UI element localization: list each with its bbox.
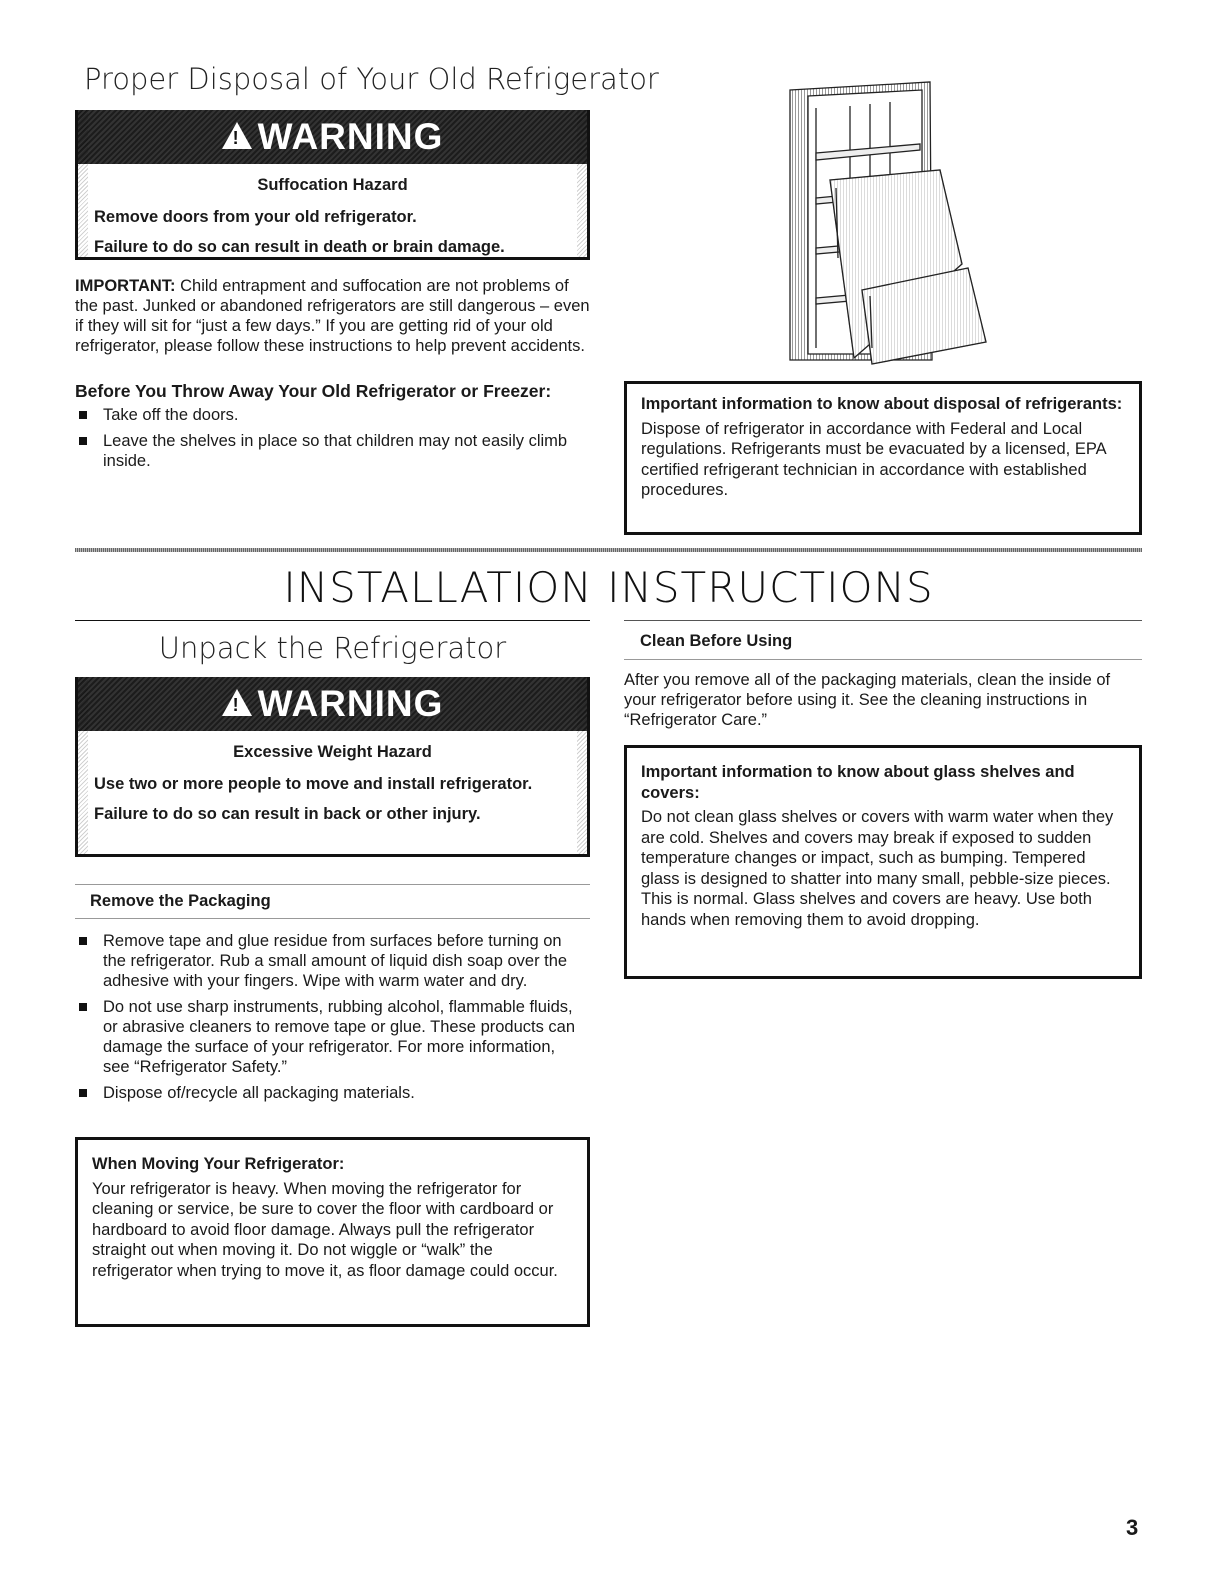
disposal-bullet-list [75, 405, 575, 477]
info-box-text: Dispose of refrigerator in accordance with Federal and Local regulations. Refrigerants must be evacuated by a licensed, EPA certified refrigerant technician in accordance with established procedures. [641, 419, 1106, 499]
warning-banner [78, 110, 587, 164]
important-label: IMPORTANT: [75, 277, 176, 295]
rule [75, 884, 590, 885]
clean-before-using-heading: Clean Before Using [640, 632, 793, 650]
suffocation-warning-box [75, 110, 590, 260]
warning-banner [78, 677, 587, 731]
warning-label: WARNING [257, 116, 444, 157]
list-item: Take off the doors. [75, 405, 575, 425]
warning-triangle-icon [222, 122, 252, 149]
remove-packaging-list [75, 931, 580, 1109]
refrigerator-doors-removed-illustration [780, 78, 990, 368]
installation-title: INSTALLATION INSTRUCTIONS [283, 563, 934, 612]
clean-before-using-text: After you remove all of the packaging materials, clean the inside of your refrigerator before using it. See the cleaning instructions in “Refrigerator Care.” [624, 671, 1111, 729]
info-box-text: Your refrigerator is heavy. When moving the refrigerator for cleaning or service, be sure to cover the floor with cardboard or hardboard to avoid floor damage. Always pull the refrigerator straight out when moving it. Do not wiggle or “walk” the refrigerator when trying to move it, as floor damage could occur. [92, 1179, 558, 1280]
remove-packaging-heading: Remove the Packaging [90, 892, 271, 910]
warning-label: WARNING [257, 683, 444, 724]
disposal-title: Proper Disposal of Your Old Refrigerator [84, 62, 659, 96]
hazard-title: Excessive Weight Hazard [233, 743, 432, 761]
list-item: Leave the shelves in place so that children may not easily climb inside. [75, 431, 575, 471]
rule [75, 918, 590, 919]
info-box-text: Do not clean glass shelves or covers with warm water when they are cold. Shelves and covers may break if exposed to sudden temperature changes or impact, such as bumping. Tempered glass is designed to shatter into many small, pebble-size pieces. This is normal. Glass shelves and covers are heavy. Use both hands when removing them to avoid dropping. [641, 808, 1114, 929]
weight-warning-box [75, 677, 590, 857]
warning-line-1: Use two or more people to move and install refrigerator. [94, 775, 533, 793]
refrigerant-disposal-info-box [624, 381, 1142, 535]
info-box-heading: Important information to know about disposal of refrigerants: [641, 395, 1123, 413]
moving-refrigerator-info-box [75, 1137, 590, 1327]
hazard-title: Suffocation Hazard [257, 176, 408, 194]
before-throw-away-heading: Before You Throw Away Your Old Refrigerator or Freezer: [75, 381, 552, 401]
info-box-heading: When Moving Your Refrigerator: [92, 1155, 345, 1173]
right-rule [624, 620, 1142, 621]
warning-line-2: Failure to do so can result in death or brain damage. [94, 238, 505, 256]
warning-line-1: Remove doors from your old refrigerator. [94, 208, 417, 226]
warning-line-2: Failure to do so can result in back or other injury. [94, 805, 481, 823]
list-item: Dispose of/recycle all packaging materials. [75, 1083, 580, 1103]
section-divider [75, 548, 1142, 552]
unpack-title: Unpack the Refrigerator [158, 631, 507, 665]
important-paragraph [75, 276, 590, 356]
rule [624, 659, 1142, 660]
warning-triangle-icon [222, 689, 252, 716]
page-number: 3 [1126, 1515, 1139, 1540]
info-box-heading: Important information to know about glass shelves and covers: [641, 763, 1075, 802]
list-item: Do not use sharp instruments, rubbing alcohol, flammable fluids, or abrasive cleaners to remove tape or glue. These products can damage the surface of your refrigerator. For more information, see “Refrigerator Safety.” [75, 997, 580, 1077]
important-text: Child entrapment and suffocation are not problems of the past. Junked or abandoned refrigerators are still dangerous – even if they will sit for “just a few days.” If you are getting rid of your old refrigerator, please follow these instructions to help prevent accidents. [75, 277, 590, 355]
left-rule [75, 620, 590, 621]
list-item: Remove tape and glue residue from surfaces before turning on the refrigerator. Rub a small amount of liquid dish soap over the adhesive with your fingers. Wipe with warm water and dry. [75, 931, 580, 991]
glass-shelves-info-box [624, 745, 1142, 979]
